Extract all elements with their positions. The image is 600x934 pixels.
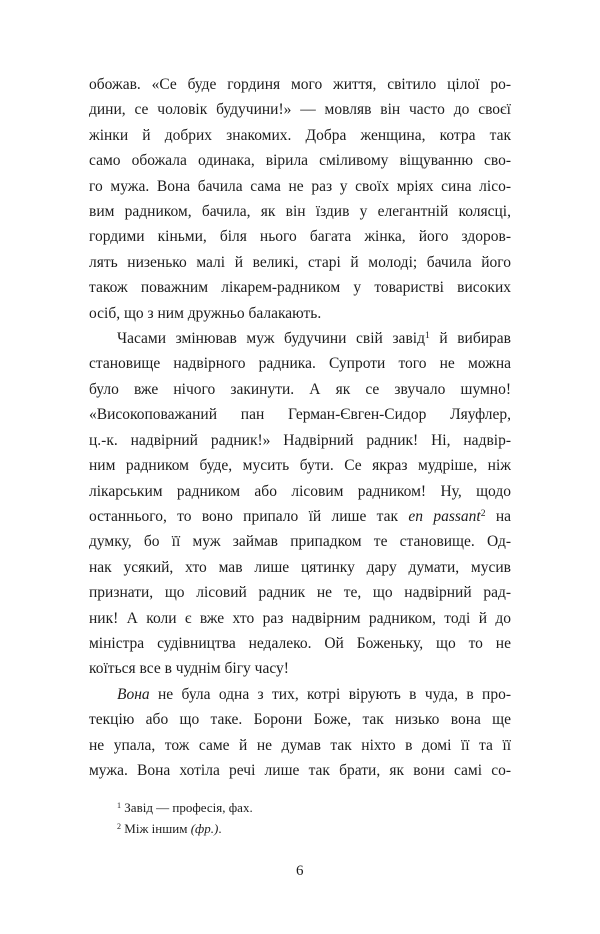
text-line	[89, 504, 511, 529]
text-segment: не упала, тож саме й не думав так ніхто в домі її та її	[89, 736, 511, 754]
text-segment: (фр.)	[190, 821, 219, 837]
text-segment: «Високоповажаний пан Герман-Євген-Сидор Ляуфлер,	[89, 406, 511, 424]
text-segment: Між іншим	[124, 821, 191, 837]
text-segment: думку, бо її муж займав припадком те становище. Од-	[89, 533, 511, 551]
text-segment: жінки й добрих знакомих. Добра женщина, котра так	[89, 126, 511, 144]
text-line	[89, 123, 511, 148]
text-line	[89, 377, 511, 402]
text-segment: Часами змінював муж будучини свій завід	[117, 330, 425, 348]
text-line	[89, 479, 511, 504]
text-segment: en passant	[408, 507, 481, 525]
text-segment: само обожала одинака, вірила сміливому віщуванню сво-	[89, 152, 511, 170]
text-segment: було вже нічого закинути. А як се звучало шумно!	[89, 380, 511, 398]
text-segment: го мужа. Вона бачила сама не раз у своїх мріях сина лісо-	[89, 177, 511, 195]
text-segment: на	[485, 507, 511, 525]
text-line	[89, 224, 511, 249]
text-line	[89, 758, 511, 783]
text-line	[89, 656, 511, 681]
text-line	[89, 301, 511, 326]
footnote-ref: 2	[480, 507, 486, 519]
text-line	[89, 148, 511, 173]
text-segment: міністра судівництва недалеко. Ой Боженьку, що то не	[89, 634, 511, 652]
text-segment: текцію або що таке. Борони Боже, так низько вона ще	[89, 711, 511, 729]
text-segment: ним радником буде, мусить бути. Се якраз мудріше, ніж	[89, 457, 511, 475]
text-line	[89, 631, 511, 656]
text-line	[89, 453, 511, 478]
footnotes	[89, 797, 511, 839]
text-segment: також поважним лікарем-радником у товаристві високих	[89, 279, 511, 297]
footnote-ref: 1	[424, 329, 430, 341]
text-segment: дини, се чоловік будучини!» — мовляв він часто до своєї	[89, 101, 511, 119]
footnote-marker: 1	[117, 800, 122, 810]
text-segment: мужа. Вона хотіла речі лише так брати, як вони самі со-	[89, 761, 511, 779]
text-line	[89, 199, 511, 224]
text-line	[89, 275, 511, 300]
text-segment: останнього, то воно припало їй лише так	[89, 507, 409, 525]
text-line	[89, 250, 511, 275]
text-line	[89, 97, 511, 122]
text-line	[89, 72, 511, 97]
text-line	[89, 402, 511, 427]
text-segment: обожав. «Се буде гординя мого життя, світило цілої ро-	[89, 76, 511, 93]
text-segment: коїться все в чуднім бігу часу!	[89, 660, 289, 678]
text-segment: лять низенько малі й великі, старі й молоді; бачила його	[89, 253, 511, 271]
text-segment: признати, що лісовий радник не те, що надвірний рад-	[89, 584, 511, 602]
footnote-marker: 2	[117, 821, 122, 831]
text-line	[89, 351, 511, 376]
text-line	[89, 174, 511, 199]
footnote	[89, 797, 511, 818]
text-segment: ник! А коли є вже хто раз надвірним радником, тоді й до	[89, 609, 511, 627]
page-number: 6	[296, 863, 304, 880]
text-segment: й вибирав	[429, 330, 511, 348]
text-line	[89, 580, 511, 605]
text-segment: нак усякий, хто мав лише цятинку дару думати, мусив	[89, 558, 511, 576]
text-segment: лікарським радником або лісовим радником! Ну, щодо	[89, 482, 511, 500]
text-segment: .	[218, 821, 222, 837]
text-segment: не була одна з тих, котрі вірують в чуда, в про-	[149, 685, 511, 703]
text-segment: осіб, що з ним дружньо балакають.	[89, 304, 322, 322]
text-line	[89, 326, 511, 351]
text-segment: становище надвірного радника. Супроти того не можна	[89, 355, 511, 373]
text-line	[89, 606, 511, 631]
text-segment: ц.-к. надвірний радник!» Надвірний радник! Ні, надвір-	[89, 431, 511, 449]
text-line	[89, 428, 511, 453]
text-block	[89, 72, 511, 783]
text-segment: вим радником, бачила, як він їздив у елегантній колясці,	[89, 203, 511, 221]
text-line	[89, 555, 511, 580]
text-line	[89, 707, 511, 732]
text-line	[89, 682, 511, 707]
text-segment: Вона	[117, 685, 150, 703]
text-segment: гордими кіньми, біля нього багата жінка, його здоров-	[89, 228, 511, 246]
footnote	[89, 818, 511, 839]
text-line	[89, 529, 511, 554]
text-line	[89, 733, 511, 758]
text-segment: Завід — професія, фах.	[124, 800, 253, 816]
